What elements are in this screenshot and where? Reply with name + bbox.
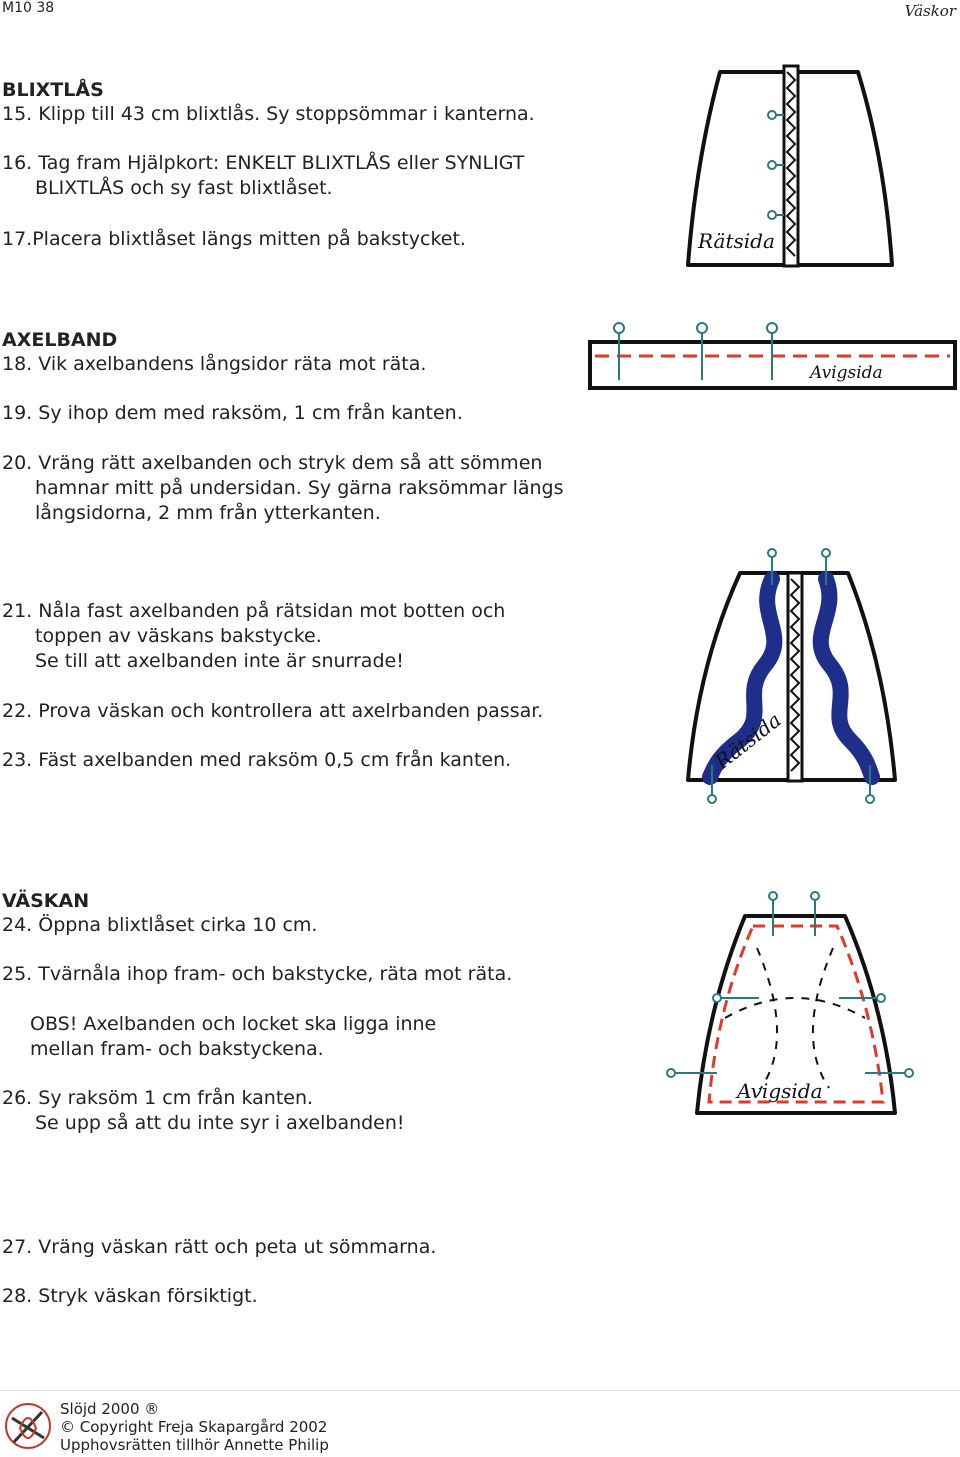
- section-title: Väskor: [904, 2, 956, 20]
- step-17: [2, 227, 466, 252]
- step-17-line-1: 17.Placera blixtlåset längs mitten på bakstycket.: [2, 228, 466, 250]
- step-18-line-1: 18. Vik axelbandens långsidor räta mot räta.: [2, 353, 427, 375]
- strap-label: Avigsida: [810, 363, 883, 383]
- step-18: [2, 352, 426, 377]
- step-20-line-1: 20. Vräng rätt axelbanden och stryk dem så att sömmen: [2, 452, 543, 474]
- step-26: [2, 1086, 405, 1136]
- zipper-placement-illustration: [680, 60, 900, 275]
- step-20-line-2: hamnar mitt på undersidan. Sy gärna raksömmar längs: [35, 477, 564, 499]
- step-16-line-1: 16. Tag fram Hjälpkort: ENKELT BLIXTLÅS eller SYNLIGT: [2, 152, 525, 174]
- footer-line-3: Upphovsrätten tillhör Annette Philip: [60, 1436, 329, 1454]
- step-28: [2, 1284, 258, 1309]
- step-22: [2, 699, 543, 724]
- step-15: [2, 102, 535, 127]
- step-19-line-1: 19. Sy ihop dem med raksöm, 1 cm från kanten.: [2, 402, 463, 424]
- heading-vaskan: VÄSKAN: [2, 890, 90, 912]
- step-25-line-1: 25. Tvärnåla ihop fram- och bakstycke, räta mot räta.: [2, 963, 513, 985]
- step-16: [2, 151, 524, 201]
- step-24-line-1: 24. Öppna blixtlåset cirka 10 cm.: [2, 914, 318, 936]
- step-21-line-1: 21. Nåla fast axelbanden på rätsidan mot botten och: [2, 600, 506, 622]
- page-code: M10 38: [2, 0, 55, 16]
- heading-axelband: AXELBAND: [2, 329, 118, 351]
- step-22-line-1: 22. Prova väskan och kontrollera att axelrbanden passar.: [2, 700, 544, 722]
- step-24: [2, 913, 317, 938]
- step-23-line-1: 23. Fäst axelbanden med raksöm 0,5 cm från kanten.: [2, 749, 512, 771]
- step-23: [2, 748, 511, 773]
- step-28-line-1: 28. Stryk väskan försiktigt.: [2, 1285, 258, 1307]
- slojd-logo-icon: [2, 1398, 54, 1454]
- zipper-figure-label: Rätsida: [698, 229, 775, 253]
- obs-note-line-2: mellan fram- och bakstyckena.: [30, 1038, 324, 1060]
- step-19: [2, 401, 463, 426]
- strap-illustration: [585, 320, 960, 395]
- step-21-line-2: toppen av väskans bakstycke.: [35, 625, 322, 647]
- step-21: [2, 599, 505, 674]
- footer-divider: [0, 1390, 960, 1391]
- step-20: [2, 451, 564, 526]
- bag-assembly-illustration: [665, 888, 915, 1128]
- heading-blixtlas: BLIXTLÅS: [2, 79, 104, 101]
- step-25: [2, 962, 512, 987]
- step-16-line-2: BLIXTLÅS och sy fast blixtlåset.: [35, 177, 333, 199]
- footer-line-1: Slöjd 2000 ®: [60, 1400, 160, 1418]
- assembly-figure-label: Avigsida: [737, 1079, 823, 1103]
- footer-line-2: © Copyright Freja Skapargård 2002: [60, 1418, 328, 1436]
- step-21-line-3: Se till att axelbanden inte är snurrade!: [35, 650, 404, 672]
- strap-figure-label: Rätsida: [710, 707, 786, 774]
- obs-note-line-1: OBS! Axelbanden och locket ska ligga inne: [30, 1013, 437, 1035]
- step-26-line-1: 26. Sy raksöm 1 cm från kanten.: [2, 1087, 314, 1109]
- obs-note: [30, 1012, 436, 1062]
- step-20-line-3: långsidorna, 2 mm från ytterkanten.: [35, 502, 381, 524]
- step-15-line-1: 15. Klipp till 43 cm blixtlås. Sy stoppsömmar i kanterna.: [2, 103, 535, 125]
- step-27-line-1: 27. Vräng väskan rätt och peta ut sömmarna.: [2, 1236, 437, 1258]
- step-26-line-2: Se upp så att du inte syr i axelbanden!: [35, 1112, 405, 1134]
- step-27: [2, 1235, 436, 1260]
- strap-pinning-illustration: [680, 545, 905, 805]
- footer-copyright: [60, 1400, 329, 1454]
